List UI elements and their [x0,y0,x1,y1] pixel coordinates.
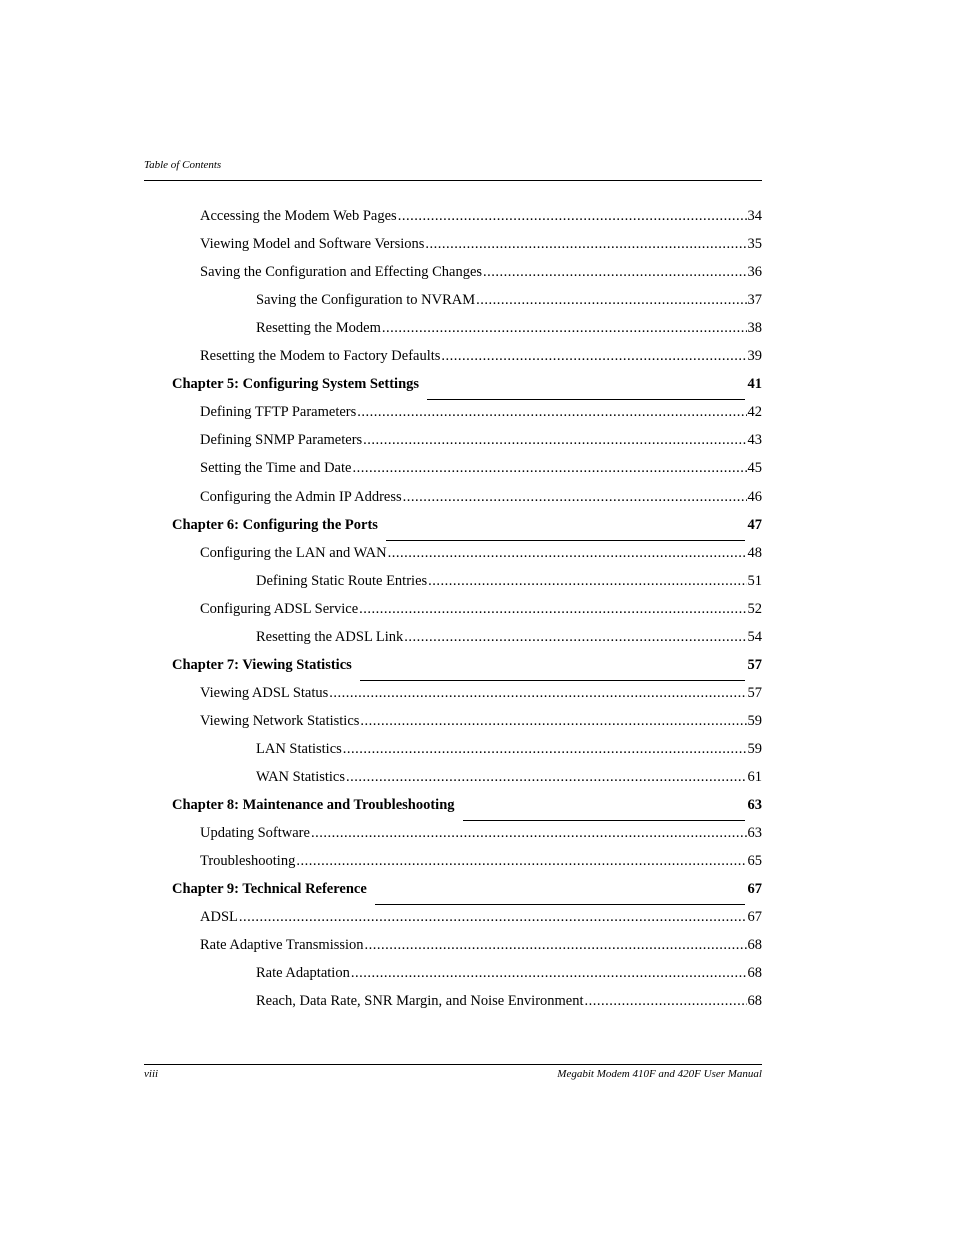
toc-leader [476,292,746,309]
toc-entry-title: Saving the Configuration and Effecting Changes [200,264,483,280]
toc-entry[interactable] [256,965,762,993]
toc-entry-title: Chapter 8: Maintenance and Troubleshooting [172,797,455,813]
toc-leader [404,629,746,646]
toc-entry-title: Rate Adaptation [256,965,350,981]
toc-entry-title: Setting the Time and Date [200,460,352,476]
running-footer [144,1064,762,1085]
toc-leader [403,489,747,506]
footer-page-number: viii [144,1068,159,1080]
toc-page-number: 68 [747,993,762,1009]
toc-entry-title: Resetting the Modem to Factory Defaults [200,348,441,364]
running-header [144,157,762,181]
toc-chapter-entry[interactable] [172,517,762,545]
toc-entry[interactable] [256,320,762,348]
toc-entry-title: Troubleshooting [200,853,296,869]
toc-entry-title: Defining TFTP Parameters [200,404,357,420]
toc-entry[interactable] [200,685,762,713]
toc-leader [483,264,746,281]
toc-entry-title: Saving the Configuration to NVRAM [256,292,476,308]
toc-entry-title: Chapter 9: Technical Reference [172,881,367,897]
toc-entry[interactable] [200,460,762,488]
header-title: Table of Contents [144,159,222,171]
toc-leader [359,601,746,618]
toc-leader [296,853,746,870]
footer-manual-title: Megabit Modem 410F and 420F User Manual [557,1068,762,1080]
toc-entry[interactable] [200,489,762,517]
toc-entry[interactable] [200,348,762,376]
toc-leader [343,741,747,758]
toc-page-number: 41 [747,376,762,392]
toc-entry[interactable] [200,545,762,573]
toc-page-number: 47 [747,517,762,533]
toc-page-number: 45 [747,460,762,476]
toc-page-number: 67 [747,909,762,925]
toc-entry-title: Chapter 6: Configuring the Ports [172,517,378,533]
toc-page-number: 39 [747,348,762,364]
toc-page-number: 35 [747,236,762,252]
toc-entry-title: Chapter 7: Viewing Statistics [172,657,352,673]
toc-entry-title: Chapter 5: Configuring System Settings [172,376,420,392]
toc-leader [357,404,746,421]
toc-entry-title: Updating Software [200,825,310,841]
toc-leader [375,904,745,905]
toc-leader [386,540,745,541]
toc-entry-title: ADSL [200,909,238,925]
toc-entry-title: Accessing the Modem Web Pages [200,208,397,224]
toc-chapter-entry[interactable] [172,797,762,825]
toc-leader [329,685,746,702]
toc-entry-title: Resetting the ADSL Link [256,629,404,645]
toc-entry-title: Rate Adaptive Transmission [200,937,364,953]
toc-entry-title: Viewing Network Statistics [200,713,360,729]
toc-entry-title: Viewing ADSL Status [200,685,329,701]
toc-entry[interactable] [200,601,762,629]
toc-entry[interactable] [256,629,762,657]
toc-entry-title: Resetting the Modem [256,320,381,336]
toc-page-number: 68 [747,965,762,981]
toc-entry-title: LAN Statistics [256,741,342,757]
toc-entry[interactable] [200,937,762,965]
toc-leader [427,399,744,400]
toc-entry[interactable] [200,825,762,853]
toc-page-number: 61 [747,769,762,785]
toc-page-number: 36 [747,264,762,280]
toc-entry[interactable] [256,741,762,769]
toc-entry[interactable] [256,573,762,601]
toc-entry[interactable] [200,909,762,937]
toc-page-number: 67 [747,881,762,897]
toc-leader [388,545,747,562]
toc-page-number: 34 [747,208,762,224]
toc-page-number: 59 [747,713,762,729]
toc-chapter-entry[interactable] [172,376,762,404]
toc-entry[interactable] [256,292,762,320]
toc-leader [311,825,747,842]
toc-entry-title: WAN Statistics [256,769,346,785]
toc-page-number: 59 [747,741,762,757]
toc-entry[interactable] [256,769,762,797]
toc-entry-title: Configuring ADSL Service [200,601,359,617]
toc-leader [585,993,747,1010]
toc-page-number: 57 [747,657,762,673]
toc-leader [346,769,746,786]
toc-leader [425,236,746,253]
toc-leader [360,713,746,730]
toc-leader [239,909,747,926]
toc-entry-title: Reach, Data Rate, SNR Margin, and Noise Environment [256,993,584,1009]
toc-leader [363,432,746,449]
toc-entry[interactable] [256,993,762,1021]
toc-leader [463,820,745,821]
toc-page-number: 48 [747,545,762,561]
toc-page-number: 51 [747,573,762,589]
toc-page-number: 63 [747,797,762,813]
toc-entry-title: Configuring the Admin IP Address [200,489,402,505]
toc-page-number: 68 [747,937,762,953]
toc-page-number: 52 [747,601,762,617]
toc-entry[interactable] [200,236,762,264]
toc-leader [382,320,747,337]
toc-entry[interactable] [200,404,762,432]
toc-entry[interactable] [200,432,762,460]
toc-leader [428,573,746,590]
toc-page-number: 57 [747,685,762,701]
toc-page-number: 65 [747,853,762,869]
toc-leader [351,965,747,982]
toc-leader [365,937,747,954]
toc-entry[interactable] [200,208,762,236]
toc-page-number: 63 [747,825,762,841]
toc-entry[interactable] [200,264,762,292]
toc-page-number: 42 [747,404,762,420]
toc-entry[interactable] [200,713,762,741]
toc-chapter-entry[interactable] [172,881,762,909]
toc-chapter-entry[interactable] [172,657,762,685]
toc-leader [360,680,745,681]
toc-page-number: 37 [747,292,762,308]
toc-entry-title: Configuring the LAN and WAN [200,545,387,561]
toc-entry-title: Defining Static Route Entries [256,573,428,589]
toc-entry-title: Viewing Model and Software Versions [200,236,425,252]
toc-page-number: 43 [747,432,762,448]
toc-page-number: 46 [747,489,762,505]
toc-leader [441,348,746,365]
toc-leader [398,208,747,225]
toc-leader [352,460,746,477]
toc-entry[interactable] [200,853,762,881]
toc-page-number: 54 [747,629,762,645]
toc-page-number: 38 [747,320,762,336]
toc-entry-title: Defining SNMP Parameters [200,432,363,448]
